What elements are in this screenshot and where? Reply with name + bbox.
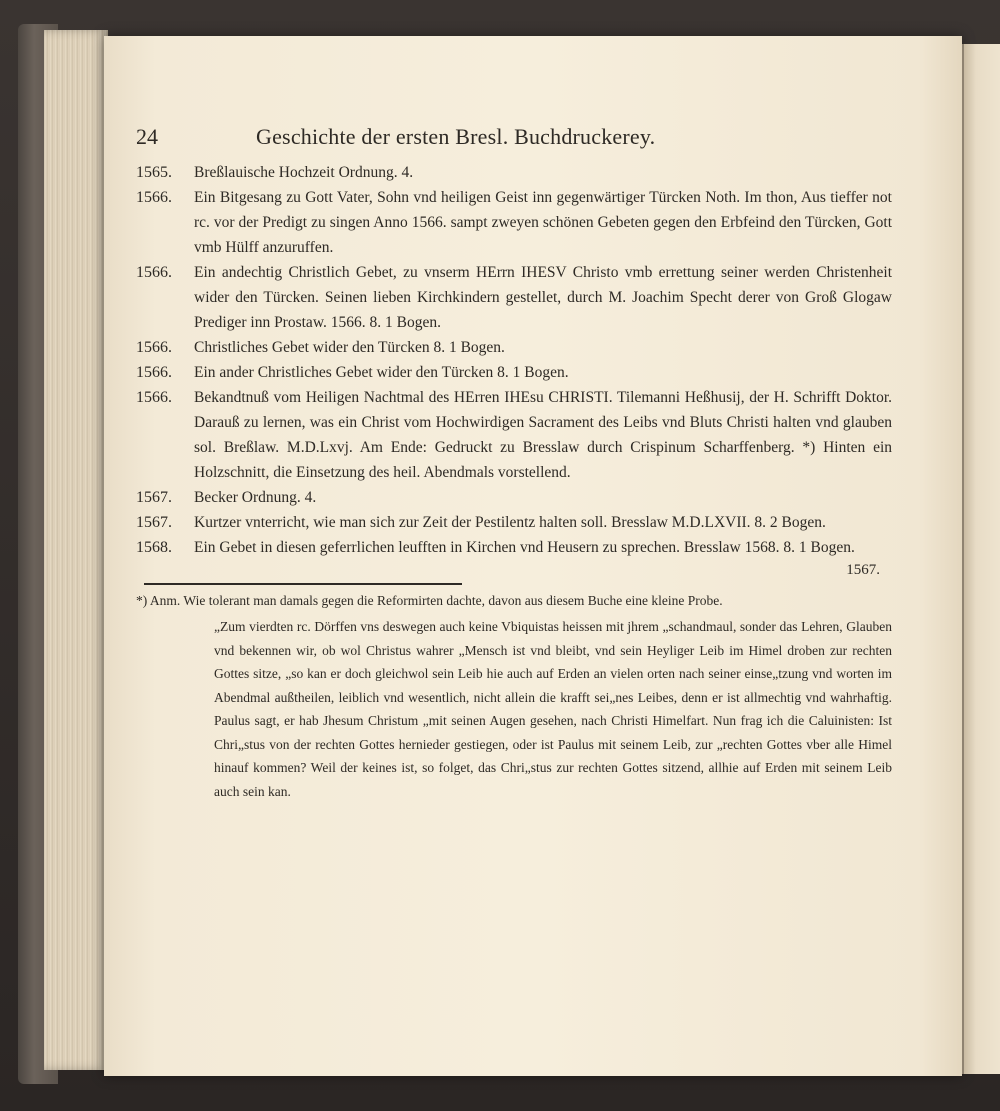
entry [136,260,892,335]
entry-text: Ein ander Christliches Gebet wider den Türcken 8. 1 Bogen. [194,364,569,381]
entry-year: 1566. [136,339,172,356]
footnote-quote: „Zum vierdten rc. Dörffen vns deswegen auch keine Vbiquistas heissen mit jhrem „schandmaul, sonder das Lehren, Glauben vnd bekennen wir, ob wol Christus wahrer „Mensch ist vnd bleibt, vnd sein Heyliger Leib im Himel droben zur rechten Gottes sitze, „so kan er doch gleichwol sein Leib hie auch auf Erden an vielen orten nach seiner einse„tzung vnd worten im Abendmal außtheilen, leiblich vnd wesentlich, nicht allein die krafft sei„nes Leibes, denn er ist allmechtig vnd wahrhaftig. Paulus sagt, er hab Jhesum Christum „mit seinen Augen gesehen, nach Christi Himelfart. Nun frag ich die Caluinisten: Ist Chri„stus von der rechten Gottes hernieder gestiegen, oder ist Paulus mit seinem Leib, zur „rechten Gottes vber alle Himel hinauf kommen? Weil der keines ist, so folget, das Chri„stus zur rechten Gottes sitzend, allhie auf Erden mit seinem Leib auch sein kan. [214,619,892,799]
entry-text: Bekandtnuß vom Heiligen Nachtmal des HErren IHEsu CHRISTI. Tilemanni Heßhusij, der H. Schrifft Doktor. Darauß zu lernen, was ein Christ vom Hochwirdigen Sacrament des Leibs vnd Bluts Christi halten vnd glauben sol. Breßlaw. M.D.Lxvj. Am Ende: Gedruckt zu Bresslaw durch Crispinum Scharffenberg. *) Hinten ein Holzschnitt, die Einsetzung des heil. Abendmals vorstellend. [194,389,892,481]
footnote: *) Anm. Wie tolerant man damals gegen die Reformirten dachte, davon aus diesem Buche eine kleine Probe. [136,593,723,608]
page-block-edge [44,30,108,1070]
entry [136,335,892,360]
entry-year: 1567. [136,489,172,506]
entry-text: Christliches Gebet wider den Türcken 8. 1 Bogen. [194,339,505,356]
facing-page-edge [962,44,1000,1074]
entry-text: Ein Bitgesang zu Gott Vater, Sohn vnd heiligen Geist inn gegenwärtiger Türcken Noth. Im thon, Aus tieffer not rc. vor der Predigt zu singen Anno 1566. sampt zweyen schönen Gebeten gegen den Erbfeind den Türcken, Gott vmb Hülff anzuruffen. [194,189,892,256]
entry-year: 1566. [136,389,172,406]
entry-year: 1565. [136,164,172,181]
entry [136,535,892,560]
entry-year: 1566. [136,264,172,281]
entry-text: Kurtzer vnterricht, wie man sich zur Zeit der Pestilentz halten soll. Bresslaw M.D.LXVII. 8. 2 Bogen. [194,514,826,531]
entry [136,510,892,535]
page-header [136,124,892,150]
page-content [136,90,892,803]
entry-text: Breßlauische Hochzeit Ordnung. 4. [194,164,414,181]
entry [136,360,892,385]
entry [136,160,892,185]
entry-year: 1567. [136,514,172,531]
entry [136,385,892,485]
entry-year: 1568. [136,539,172,556]
entry-list [136,160,892,560]
entry-year: 1566. [136,189,172,206]
page-number: 24 [136,124,158,149]
catchword: 1567. [846,562,880,578]
entry [136,185,892,260]
entry-text: Becker Ordnung. 4. [194,489,317,506]
running-title: Geschichte der ersten Bresl. Buchdruckerey. [256,124,656,149]
entry-text: Ein andechtig Christlich Gebet, zu vnserm HErrn IHESV Christo vmb errettung seiner werden Christenheit wider den Türcken. Seinen lieben Kirchkindern gestellet, durch M. Joachim Specht derer von Groß Glogaw Prediger inn Prostaw. 1566. 8. 1 Bogen. [194,264,892,331]
entry-year: 1566. [136,364,172,381]
entry-text: Ein Gebet in diesen geferrlichen leufften in Kirchen vnd Heusern zu sprechen. Bresslaw 1568. 8. 1 Bogen. [194,539,855,556]
entry [136,485,892,510]
footnote-rule [144,583,462,585]
